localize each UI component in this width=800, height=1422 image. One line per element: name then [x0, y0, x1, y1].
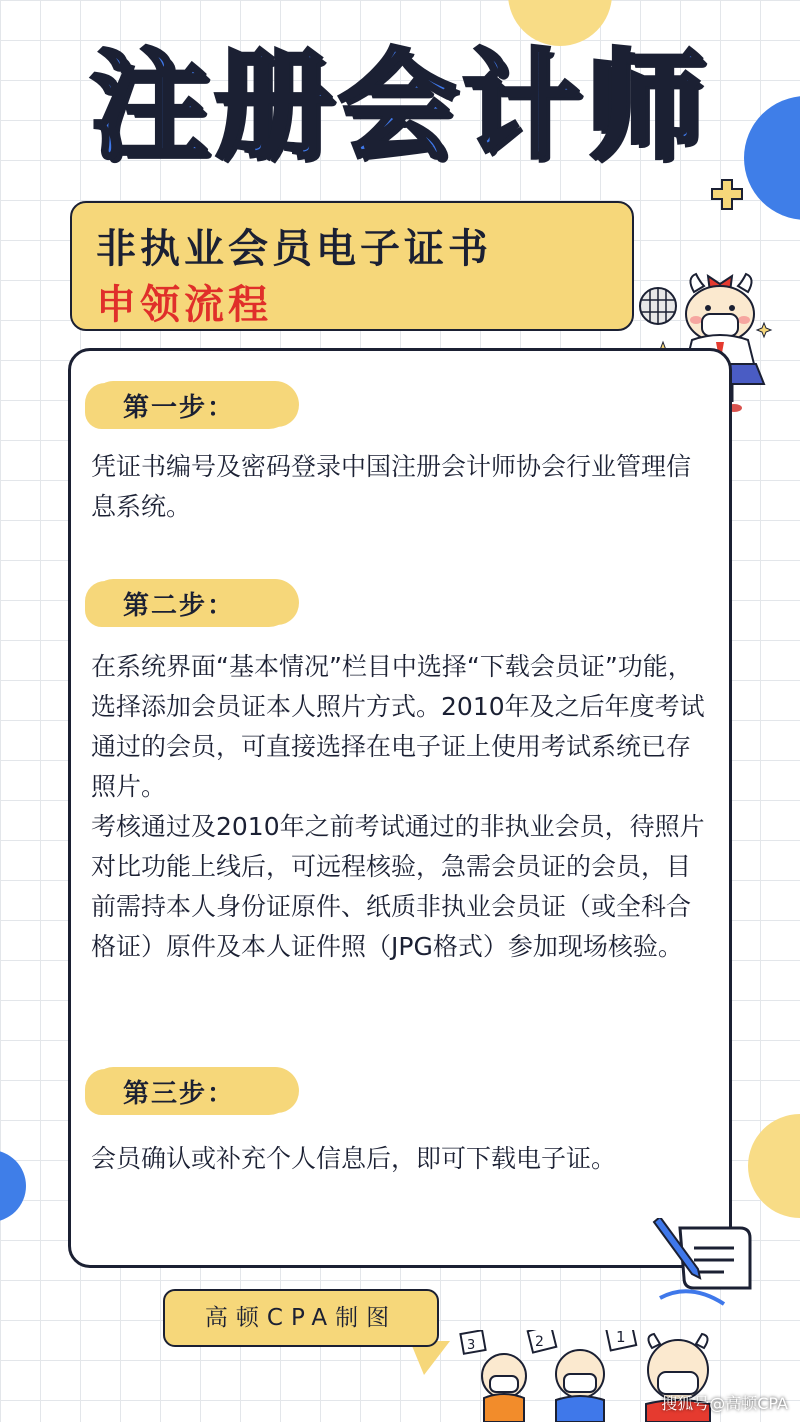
svg-text:3: 3 — [467, 1338, 476, 1353]
step-text — [91, 647, 715, 967]
step-badge — [93, 1067, 299, 1113]
step-label: 第三步： — [123, 1079, 236, 1109]
step-badge — [93, 579, 299, 625]
subtitle-line1: 非执业会员电子证书 — [96, 226, 492, 272]
maker-badge — [163, 1289, 439, 1347]
step-label: 第一步： — [123, 393, 236, 423]
svg-text:1: 1 — [616, 1330, 626, 1346]
decor-circle-yellow-right — [748, 1114, 800, 1218]
step-paragraph: 在系统界面“基本情况”栏目中选择“下载会员证”功能，选择添加会员证本人照片方式。2010年及之后年度考试通过的会员，可直接选择在电子证上使用考试系统已存照片。 — [91, 652, 705, 801]
page-title: 注册会计师 — [89, 37, 710, 175]
step-paragraph: 考核通过及2010年之前考试通过的非执业会员，待照片对比功能上线后，可远程核验，急需会员证的会员，目前需持本人身份证原件、纸质非执业会员证（或全科合格证）原件及本人证件照（JPG格式）参加现场核验。 — [91, 812, 705, 961]
document-pen-illustration — [650, 1218, 760, 1310]
watermark: 搜狐号@高顿CPA — [661, 1394, 788, 1413]
step-text — [91, 1139, 715, 1179]
subtitle-card — [70, 201, 634, 331]
step-paragraph: 凭证书编号及密码登录中国注册会计师协会行业管理信息系统。 — [91, 452, 692, 521]
step-paragraph: 会员确认或补充个人信息后，即可下载电子证。 — [91, 1144, 617, 1173]
step-badge — [93, 381, 299, 427]
subtitle-line2: 申领流程 — [96, 282, 272, 328]
maker-label: 高顿CPA制图 — [204, 1305, 398, 1331]
step-text — [91, 447, 715, 527]
svg-text:2: 2 — [535, 1334, 544, 1350]
steps-card — [68, 348, 732, 1268]
decor-circle-blue-left — [0, 1150, 26, 1222]
step-label: 第二步： — [123, 591, 236, 621]
plus-icon — [708, 178, 748, 212]
